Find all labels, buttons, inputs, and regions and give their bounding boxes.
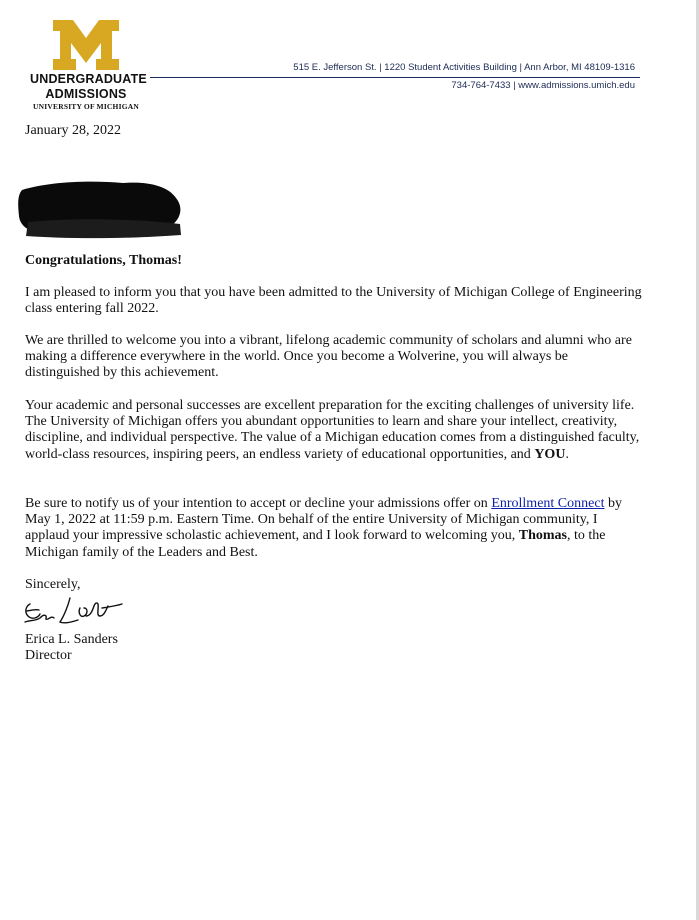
- dept-name-line1: UNDERGRADUATE: [30, 72, 147, 86]
- paragraph-deadline-text-b: by May 1, 2022 at 11:59 p.m. Eastern Time. On behalf of the entire University of Michigan community, I applaud your impressive scholastic achievement, and I look forward to welcoming you,: [25, 496, 622, 544]
- enrollment-connect-link[interactable]: Enrollment Connect: [491, 496, 605, 511]
- paragraph-deadline-text-a: Be sure to notify us of your intention to accept or decline your admissions offer on: [25, 496, 492, 511]
- letterhead-divider: [150, 77, 640, 78]
- paragraph-opportunities-text: Your academic and personal successes are excellent preparation for the exciting challenges of university life. The University of Michigan offers you abundant opportunities to learn and share your intellect, creativity, discipline, and individual perspective. The value of a Michigan education comes from a distinguished faculty, world-class resources, inspiring peers, an endless variety of educational opportunities, and: [25, 398, 640, 462]
- paragraph-opportunities-end: .: [565, 446, 569, 462]
- paragraph-welcome: We are thrilled to welcome you into a vibrant, lifelong academic community of scholars and alumni who are making a difference everywhere in the world. Once you become a Wolverine, you will always be distinguished by this achievement.: [25, 333, 632, 381]
- letter-date: January 28, 2022: [25, 123, 122, 138]
- paragraph-deadline-text-c: , to the Michigan family of the Leaders and Best.: [25, 528, 606, 560]
- redacted-address-block: [18, 178, 183, 240]
- handwritten-signature: [22, 594, 132, 630]
- block-m-logo-icon: [51, 20, 121, 70]
- letterhead-logo: [30, 20, 147, 111]
- emphasis-you: YOU: [534, 446, 566, 462]
- emphasis-name: Thomas: [518, 528, 567, 544]
- paragraph-admission: I am pleased to inform you that you have been admitted to the University of Michigan College of Engineering class entering fall 2022.: [25, 285, 642, 317]
- dept-name-line2: ADMISSIONS: [45, 87, 127, 101]
- university-name: UNIVERSITY OF MICHIGAN: [33, 102, 139, 111]
- letterhead-address: 515 E. Jefferson St. | 1220 Student Activities Building | Ann Arbor, MI 48109-1316: [293, 62, 635, 73]
- salutation: Congratulations, Thomas!: [25, 253, 182, 268]
- signer-name: Erica L. Sanders: [25, 632, 118, 647]
- paragraph-opportunities: [25, 398, 645, 463]
- closing: Sincerely,: [25, 577, 81, 592]
- paragraph-deadline: [25, 496, 645, 561]
- signer-title: Director: [25, 648, 72, 663]
- letterhead-contact: 734-764-7433 | www.admissions.umich.edu: [451, 80, 635, 91]
